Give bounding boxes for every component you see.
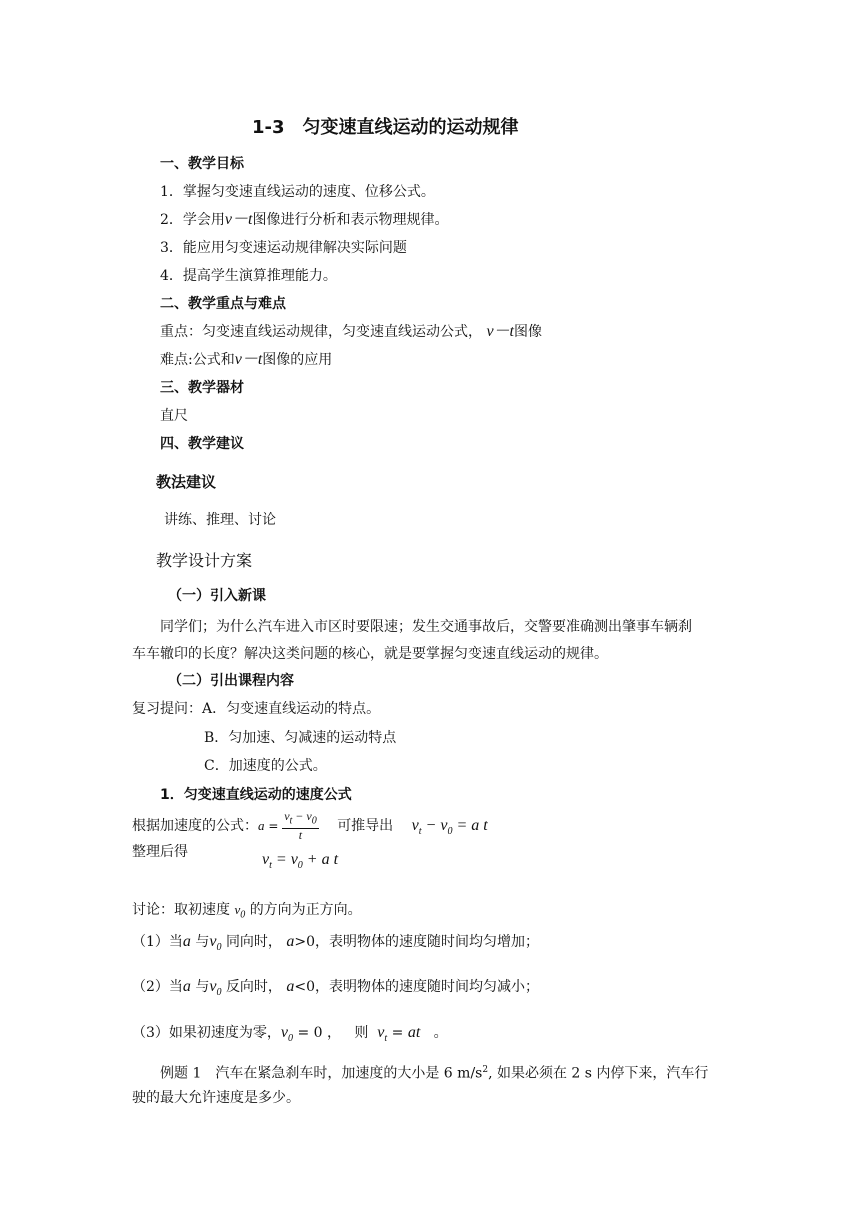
difficulty-suffix: 图像的应用 — [262, 352, 333, 368]
objective-item-3: 3．能应用匀变速运动规律解决实际问题 — [160, 240, 407, 256]
objective-item-2 — [160, 210, 448, 230]
case-1-line — [132, 932, 539, 958]
acceleration-fraction — [282, 810, 319, 841]
case-3-at: at — [407, 1024, 421, 1041]
fraction-denominator: t — [298, 827, 303, 842]
velocity-formula: $v_t = v_0 + a$ t — [262, 851, 339, 872]
section-heading-suggestions: 四、教学建议 — [160, 436, 244, 452]
a-symbol: a — [182, 933, 191, 950]
intro-paragraph-line-2: 车车辙印的长度？解决这类问题的核心，就是要掌握匀变速直线运动的规律。 — [132, 646, 608, 662]
subsection-velocity-formula: 1．匀变速直线运动的速度公式 — [160, 787, 352, 803]
plan-heading: 教学设计方案 — [156, 551, 253, 570]
acceleration-label: 根据加速度的公式： — [132, 818, 258, 834]
difficulty-line — [160, 350, 332, 370]
section-heading-equipment: 三、教学器材 — [160, 380, 244, 396]
case-2-prefix: （2）当 — [132, 979, 183, 995]
fraction-numerator: $v_t - v_0$ — [284, 809, 317, 827]
case-1-same-direction: 同向时， — [225, 934, 282, 950]
derived-formula: $v_t - v_0 = a$ t — [411, 817, 488, 838]
a-symbol: a — [182, 978, 191, 995]
vt-symbol: v－t — [224, 211, 253, 228]
discussion-line — [132, 900, 362, 926]
formula-equals: = — [264, 819, 283, 833]
case-3-then: 则 — [354, 1025, 369, 1041]
method-text: 讲练、推理、讨论 — [164, 512, 276, 528]
review-question-a: 复习提问：A．匀变速直线运动的特点。 — [132, 701, 381, 717]
v0-symbol: $v_0$ — [209, 933, 222, 954]
case-1-prefix: （1）当 — [132, 934, 183, 950]
case-3-zero: = 0 ， — [297, 1025, 342, 1041]
a-symbol: a — [286, 978, 295, 995]
v0-symbol: $v_0$ — [234, 902, 246, 921]
objective-item-2-suffix: 图像进行分析和表示物理规律。 — [252, 212, 449, 228]
vt-symbol: $v_t$ — [377, 1024, 388, 1045]
part-1-heading: （一）引入新课 — [168, 588, 266, 604]
key-point-text: 重点：匀变速直线运动规律，匀变速直线运动公式， — [160, 324, 482, 340]
case-3-prefix: （3）如果初速度为零， — [132, 1025, 281, 1041]
page-title: 1-3 匀变速直线运动的运动规律 — [252, 117, 519, 138]
key-point-suffix: 图像 — [514, 324, 543, 340]
case-2-line — [132, 977, 539, 1003]
review-question-c: C．加速度的公式。 — [204, 758, 327, 774]
example-1-text: 例题 1 汽车在紧急刹车时，加速度的大小是 6 m/s — [160, 1065, 483, 1082]
case-2-opposite-direction: 反向时， — [225, 979, 282, 995]
objective-item-2-prefix: 2．学会用 — [160, 212, 225, 228]
formula-a: a — [258, 818, 265, 833]
example-1-line-1 — [160, 1060, 708, 1084]
case-1-result: >0，表明物体的速度随时间均匀增加； — [294, 934, 540, 950]
key-point-line — [160, 322, 542, 342]
case-3-line — [132, 1023, 448, 1049]
a-symbol: a — [286, 933, 295, 950]
objective-item-4: 4．提高学生演算推理能力。 — [160, 268, 337, 284]
intro-paragraph-line-1: 同学们；为什么汽车进入市区时要限速；发生交通事故后，交警要准确测出肇事车辆刹 — [160, 619, 692, 635]
case-3-period: 。 — [433, 1025, 448, 1041]
objective-item-1: 1．掌握匀变速直线运动的速度、位移公式。 — [160, 184, 435, 200]
section-heading-objectives: 一、教学目标 — [160, 156, 244, 172]
difficulty-text: 难点:公式和 — [160, 352, 235, 368]
discussion-text: 讨论：取初速度 — [132, 902, 230, 918]
example-1-text-cont: , 如果必须在 2 s 内停下来，汽车行 — [488, 1065, 709, 1082]
vt-symbol: v－t — [486, 323, 515, 340]
section-heading-key-points: 二、教学重点与难点 — [160, 296, 286, 312]
arrange-label: 整理后得 — [132, 844, 188, 860]
example-1-line-2: 驶的最大允许速度是多少。 — [132, 1090, 300, 1106]
case-3-equals: = — [391, 1025, 404, 1041]
equipment-item: 直尺 — [160, 408, 188, 424]
derive-label: 可推导出 — [337, 818, 394, 834]
v0-symbol: $v_0$ — [280, 1024, 294, 1045]
part-2-heading: （二）引出课程内容 — [168, 673, 294, 689]
case-2-result: <0，表明物体的速度随时间均匀减小； — [294, 979, 540, 995]
v0-symbol: $v_0$ — [209, 978, 222, 999]
vt-symbol: v－t — [234, 351, 263, 368]
case-2-with: 与 — [195, 979, 210, 995]
case-1-with: 与 — [195, 934, 210, 950]
discussion-suffix: 的方向为正方向。 — [249, 902, 362, 918]
method-heading: 教法建议 — [156, 473, 217, 491]
example-1-superscript: 2 — [482, 1065, 489, 1075]
review-question-b: B．匀加速、匀减速的运动特点 — [204, 730, 397, 746]
